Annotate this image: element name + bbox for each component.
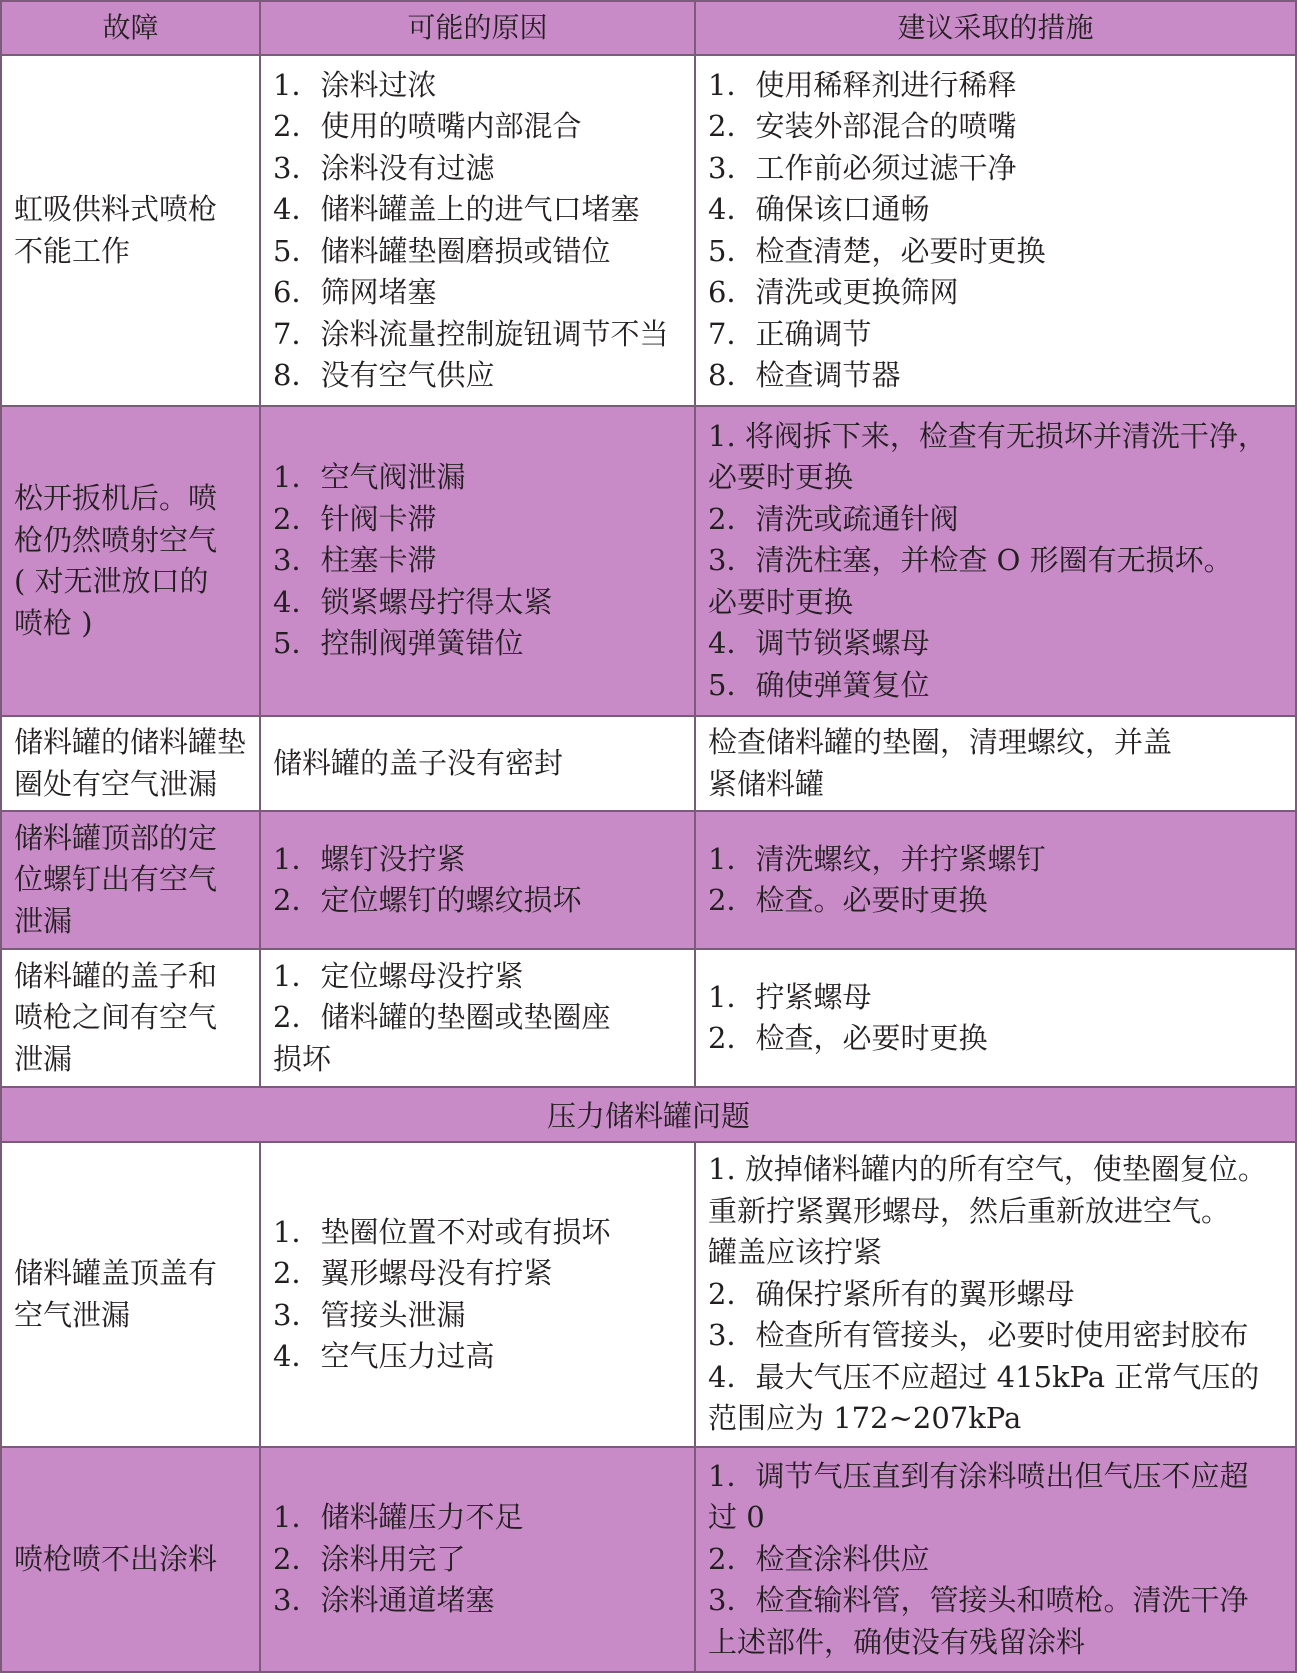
cause-line: 储料罐的盖子没有密封 <box>273 745 564 780</box>
cause-line: 1．空气阀泄漏 <box>273 460 466 495</box>
fault-line: 位螺钉出有空气 <box>14 862 218 897</box>
fault-line: 圈处有空气泄漏 <box>14 766 218 801</box>
action-line: 过 0 <box>708 1500 765 1535</box>
action-line: 2．检查涂料供应 <box>708 1541 930 1576</box>
action-line: 6．清洗或更换筛网 <box>708 275 959 309</box>
action-line: 2．检查。必要时更换 <box>708 883 988 917</box>
action-line: 1．使用稀释剂进行稀释 <box>708 67 1017 102</box>
cause-line: 1．螺钉没拧紧 <box>273 841 466 876</box>
action-line: 紧储料罐 <box>708 766 825 801</box>
fault-line: 泄漏 <box>14 1041 73 1076</box>
cause-line: 5．控制阀弹簧错位 <box>273 626 524 661</box>
fault-cell <box>0 407 261 717</box>
fault-line: 空气泄漏 <box>14 1297 131 1332</box>
table-row <box>0 1448 1297 1673</box>
cause-line: 1．垫圈位置不对或有损坏 <box>273 1214 611 1249</box>
action-line: 2．安装外部混合的喷嘴 <box>708 109 1017 143</box>
causes-cell <box>261 1448 696 1673</box>
action-line: 4．最大气压不应超过 415kPa 正常气压的 <box>708 1359 1260 1394</box>
action-line: 2．清洗或疏通针阀 <box>708 501 959 536</box>
action-line: 1．拧紧螺母 <box>708 979 872 1014</box>
cause-line: 2．定位螺钉的螺纹损坏 <box>273 883 582 917</box>
action-line: 2．确保拧紧所有的翼形螺母 <box>708 1276 1075 1311</box>
fault-cell <box>0 812 261 950</box>
cause-line: 6．筛网堵塞 <box>273 275 437 309</box>
table-row <box>0 950 1297 1088</box>
fault-line: 不能工作 <box>14 233 131 268</box>
actions-cell <box>696 1143 1297 1448</box>
action-line: 罐盖应该拧紧 <box>708 1235 883 1270</box>
action-line: 检查储料罐的垫圈，清理螺纹，并盖 <box>708 725 1173 759</box>
action-line: 3．检查所有管接头，必要时使用密封胶布 <box>708 1318 1249 1353</box>
header-actions-label: 建议采取的措施 <box>897 11 1094 45</box>
cause-line: 8．没有空气供应 <box>273 358 495 392</box>
table-row <box>0 1143 1297 1448</box>
causes-cell <box>261 812 696 950</box>
table-row <box>0 812 1297 950</box>
causes-cell <box>261 1143 696 1448</box>
action-line: 必要时更换 <box>708 584 854 619</box>
table-row <box>0 717 1297 812</box>
action-line: 2．检查，必要时更换 <box>708 1021 988 1055</box>
action-line: 重新拧紧翼形螺母，然后重新放进空气。 <box>708 1193 1231 1228</box>
fault-line: 喷枪之间有空气 <box>14 1000 218 1035</box>
fault-line: ( 对无泄放口的 <box>14 564 209 598</box>
causes-cell <box>261 717 696 812</box>
header-fault <box>0 0 261 56</box>
action-line: 1. 将阀拆下来，检查有无损坏并清洗干净， <box>708 418 1267 453</box>
action-line: 范围应为 172~207kPa <box>708 1401 1022 1436</box>
action-line: 1．清洗螺纹，并拧紧螺钉 <box>708 841 1046 876</box>
cause-line: 4．储料罐盖上的进气口堵塞 <box>273 192 640 226</box>
cause-line: 损坏 <box>273 1041 332 1076</box>
fault-line: 松开扳机后。喷 <box>14 481 218 515</box>
fault-line: 储料罐顶部的定 <box>14 820 218 855</box>
table-header <box>0 0 1297 56</box>
cause-line: 5．储料罐垫圈磨损或错位 <box>273 233 611 268</box>
actions-cell <box>696 56 1297 407</box>
cause-line: 1．定位螺母没拧紧 <box>273 958 524 993</box>
action-line: 7．正确调节 <box>708 316 872 351</box>
section-title <box>0 1088 1297 1143</box>
causes-cell <box>261 407 696 717</box>
actions-cell <box>696 812 1297 950</box>
cause-line: 3．柱塞卡滞 <box>273 543 437 578</box>
header-fault-label: 故障 <box>102 11 159 45</box>
action-line: 3．工作前必须过滤干净 <box>708 150 1017 185</box>
fault-cell <box>0 56 261 407</box>
cause-line: 2．针阀卡滞 <box>273 501 437 536</box>
action-line: 上述部件，确使没有残留涂料 <box>708 1624 1086 1659</box>
action-line: 4．调节锁紧螺母 <box>708 626 930 661</box>
action-line: 3．检查输料管，管接头和喷枪。清洗干净 <box>708 1583 1249 1618</box>
cause-line: 2．使用的喷嘴内部混合 <box>273 109 582 143</box>
fault-cell <box>0 950 261 1088</box>
header-actions <box>696 0 1297 56</box>
fault-cell <box>0 717 261 812</box>
action-line: 3．清洗柱塞，并检查 O 形圈有无损坏。 <box>708 543 1233 578</box>
table-row <box>0 56 1297 407</box>
header-causes-label: 可能的原因 <box>407 11 548 45</box>
actions-cell <box>696 950 1297 1088</box>
fault-line: 喷枪 ) <box>14 605 93 640</box>
fault-line: 泄漏 <box>14 903 73 938</box>
action-line: 5．确使弹簧复位 <box>708 667 930 702</box>
action-line: 8．检查调节器 <box>708 358 901 392</box>
action-line: 4．确保该口通畅 <box>708 192 930 226</box>
fault-line: 储料罐的储料罐垫 <box>14 725 247 759</box>
action-line: 1. 放掉储料罐内的所有空气，使垫圈复位。 <box>708 1152 1267 1187</box>
action-line: 必要时更换 <box>708 460 854 495</box>
cause-line: 4．空气压力过高 <box>273 1339 495 1373</box>
cause-line: 1．储料罐压力不足 <box>273 1500 524 1535</box>
action-line: 5．检查清楚，必要时更换 <box>708 233 1046 268</box>
header-causes <box>261 0 696 56</box>
fault-line: 储料罐盖顶盖有 <box>14 1256 218 1290</box>
actions-cell <box>696 1448 1297 1673</box>
table-row <box>0 407 1297 717</box>
fault-line: 虹吸供料式喷枪 <box>14 192 218 226</box>
cause-line: 2．储料罐的垫圈或垫圈座 <box>273 1000 611 1035</box>
cause-line: 3．管接头泄漏 <box>273 1297 466 1332</box>
fault-cell <box>0 1448 261 1673</box>
cause-line: 2．涂料用完了 <box>273 1541 466 1576</box>
cause-line: 1．涂料过浓 <box>273 67 437 102</box>
cause-line: 7．涂料流量控制旋钮调节不当 <box>273 316 669 351</box>
causes-cell <box>261 56 696 407</box>
fault-line: 储料罐的盖子和 <box>14 958 218 993</box>
fault-cell <box>0 1143 261 1448</box>
action-line: 1．调节气压直到有涂料喷出但气压不应超 <box>708 1458 1249 1493</box>
section-title-label: 压力储料罐问题 <box>546 1099 750 1133</box>
fault-line: 喷枪喷不出涂料 <box>14 1541 218 1576</box>
actions-cell <box>696 407 1297 717</box>
cause-line: 3．涂料通道堵塞 <box>273 1583 495 1618</box>
cause-line: 2．翼形螺母没有拧紧 <box>273 1256 553 1290</box>
cause-line: 3．涂料没有过滤 <box>273 150 495 185</box>
fault-line: 枪仍然喷射空气 <box>14 522 218 557</box>
causes-cell <box>261 950 696 1088</box>
cause-line: 4．锁紧螺母拧得太紧 <box>273 584 553 619</box>
actions-cell <box>696 717 1297 812</box>
